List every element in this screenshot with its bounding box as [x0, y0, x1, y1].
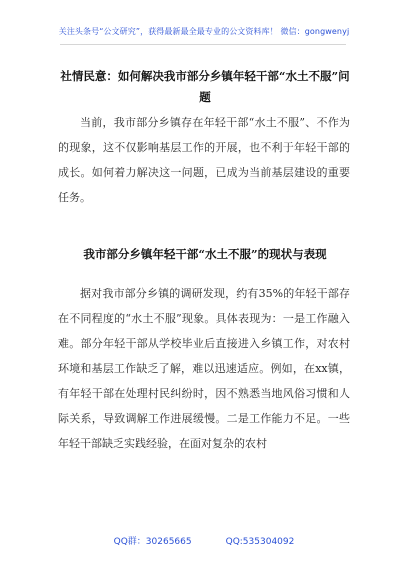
header-divider	[60, 44, 346, 45]
section-heading: 我市部分乡镇年轻干部“水土不服”的现状与表现	[83, 247, 327, 261]
header-promo-note: 关注头条号“公文研究”，获得最新最全最专业的公文资料库！ 微信：gongwenyj	[58, 27, 350, 36]
document-title: 社情民意：如何解决我市部分乡镇年轻干部“水土不服”问题	[60, 69, 350, 104]
footer-qq-contact: QQ:535304092	[225, 537, 295, 547]
intro-paragraph: 当前，我市部分乡镇存在年轻干部“水土不服”、不作为的现象，这不仅影响基层工作的开展，也不利于年轻干部的成长。如何着力解决这一问题，已成为当前基层建设的重要任务。	[58, 116, 350, 204]
status-paragraph: 据对我市部分乡镇的调研发现，约有35%的年轻干部存在不同程度的“水土不服”现象。具体表现为：一是工作融入难。部分年轻干部从学校毕业后直接进入乡镇工作，对农村环境和基层工作缺乏了解，难以迅速适应。例如，在xx镇，有年轻干部在处理村民纠纷时，因不熟悉当地风俗习惯和人际关系，导致调解工作进展缓慢。二是工作能力不足。一些年轻干部缺乏实践经验，在面对复杂的农村	[58, 287, 350, 450]
footer-qq-group: QQ群：30265665	[113, 537, 192, 547]
footer-contact	[0, 534, 408, 547]
